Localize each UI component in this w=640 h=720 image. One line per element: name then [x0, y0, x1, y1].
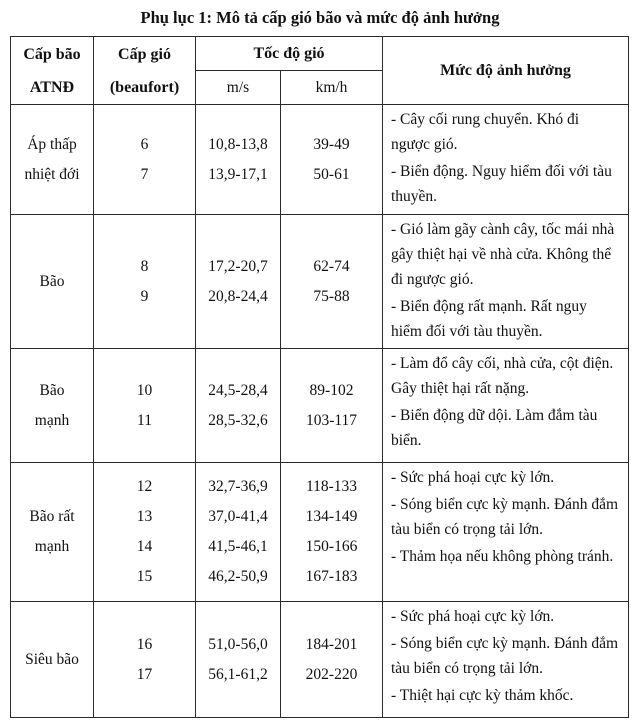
wind-scale-table — [10, 36, 629, 718]
speed-kmh-value: 134-149 — [305, 508, 358, 525]
speed-ms-cell — [196, 602, 281, 718]
storm-level-name: mạnh — [34, 538, 70, 555]
impact-cell — [383, 105, 629, 215]
beaufort-cell — [94, 105, 196, 215]
speed-ms-value: 17,2-20,7 — [208, 257, 268, 275]
speed-kmh-cell — [281, 215, 383, 349]
storm-level-name: mạnh — [34, 411, 70, 429]
speed-kmh-value: 50-61 — [313, 165, 350, 183]
speed-kmh-value: 89-102 — [309, 381, 354, 399]
storm-level-name: Bão — [39, 272, 65, 290]
storm-level-cell — [11, 349, 94, 463]
header-storm-level-line1: Cấp bão — [23, 45, 81, 63]
beaufort-value: 15 — [136, 568, 153, 585]
impact-item: - Thiệt hại cực kỳ thảm khốc. — [391, 687, 574, 704]
storm-level-cell — [11, 215, 94, 349]
speed-kmh-value: 202-220 — [305, 665, 358, 683]
beaufort-value: 8 — [140, 257, 149, 275]
speed-ms-cell — [196, 349, 281, 463]
header-storm-level — [11, 37, 94, 105]
impact-item: - Biển động. Nguy hiểm đối với tàu thuyền. — [391, 163, 612, 205]
beaufort-cell — [94, 463, 196, 602]
storm-level-cell — [11, 105, 94, 215]
table-row — [11, 349, 629, 463]
speed-ms-value: 56,1-61,2 — [208, 665, 268, 683]
speed-ms-cell — [196, 463, 281, 602]
speed-ms-value: 46,2-50,9 — [208, 568, 268, 585]
impact-item: - Gió làm gãy cành cây, tốc mái nhà gây thiệt hại về nhà cửa. Không thể đi ngược gió. — [391, 221, 615, 288]
storm-level-cell — [11, 602, 94, 718]
speed-ms-value: 28,5-32,6 — [208, 411, 268, 429]
speed-kmh-value: 167-183 — [305, 568, 358, 585]
beaufort-cell — [94, 602, 196, 718]
impact-item: - Sóng biển cực kỳ mạnh. Đánh đắm tàu biển có trọng tải lớn. — [391, 496, 619, 538]
speed-kmh-value: 184-201 — [305, 635, 358, 653]
storm-level-name: Bão — [39, 381, 65, 399]
table-row — [11, 602, 629, 718]
speed-kmh-cell — [281, 349, 383, 463]
beaufort-value: 9 — [140, 287, 149, 305]
beaufort-value: 12 — [136, 478, 153, 495]
header-unit-kmh: km/h — [281, 71, 383, 105]
storm-level-name: Siêu bão — [25, 650, 79, 668]
speed-ms-value: 41,5-46,1 — [208, 538, 268, 555]
page-title: Phụ lục 1: Mô tả cấp gió bão và mức độ ảnh hưởng — [140, 8, 500, 27]
speed-kmh-value: 118-133 — [305, 478, 358, 495]
beaufort-value: 13 — [136, 508, 153, 525]
impact-item: - Biển động dữ dội. Làm đắm tàu biển. — [391, 407, 598, 449]
storm-level-name: Bão rất — [29, 508, 75, 525]
impact-item: - Sức phá hoại cực kỳ lớn. — [391, 608, 555, 625]
table-row — [11, 215, 629, 349]
beaufort-value: 7 — [140, 165, 149, 183]
storm-level-name: Áp thấp — [27, 135, 77, 153]
header-impact: Mức độ ảnh hưởng — [383, 37, 629, 105]
impact-item: - Sóng biển cực kỳ mạnh. Đánh đắm tàu biển có trọng tải lớn. — [391, 635, 619, 677]
impact-item: - Cây cối rung chuyển. Khó đi ngược gió. — [391, 111, 580, 153]
beaufort-value: 16 — [136, 635, 153, 653]
impact-item: - Sức phá hoại cực kỳ lớn. — [391, 469, 555, 486]
impact-cell — [383, 463, 629, 602]
speed-ms-value: 37,0-41,4 — [208, 508, 268, 525]
speed-ms-value: 10,8-13,8 — [208, 135, 268, 153]
speed-kmh-cell — [281, 463, 383, 602]
table-row — [11, 463, 629, 602]
speed-ms-cell — [196, 105, 281, 215]
impact-cell — [383, 349, 629, 463]
impact-cell — [383, 215, 629, 349]
header-unit-ms: m/s — [196, 71, 281, 105]
storm-level-name: nhiệt đới — [24, 165, 80, 183]
speed-kmh-cell — [281, 602, 383, 718]
speed-kmh-value: 150-166 — [305, 538, 358, 555]
impact-cell — [383, 602, 629, 718]
header-wind-speed: Tốc độ gió — [196, 37, 383, 71]
speed-ms-value: 20,8-24,4 — [208, 287, 268, 305]
header-wind-level-line1: Cấp gió — [118, 45, 171, 63]
speed-ms-value: 24,5-28,4 — [208, 381, 268, 399]
speed-kmh-value: 39-49 — [313, 135, 350, 153]
beaufort-value: 14 — [136, 538, 153, 555]
table-row — [11, 105, 629, 215]
beaufort-cell — [94, 349, 196, 463]
beaufort-value: 10 — [136, 381, 153, 399]
speed-ms-value: 13,9-17,1 — [208, 165, 268, 183]
beaufort-value: 17 — [136, 665, 153, 683]
speed-kmh-value: 75-88 — [313, 287, 350, 305]
beaufort-cell — [94, 215, 196, 349]
header-storm-level-line2: ATNĐ — [29, 78, 75, 96]
speed-ms-value: 51,0-56,0 — [208, 635, 268, 653]
header-wind-level — [94, 37, 196, 105]
impact-item: - Làm đổ cây cối, nhà cửa, cột điện. Gây thiệt hại rất nặng. — [391, 355, 614, 397]
beaufort-value: 6 — [140, 135, 149, 153]
impact-item: - Biển động rất mạnh. Rất nguy hiểm đối với tàu thuyền. — [391, 298, 587, 340]
header-wind-level-line2: (beaufort) — [109, 78, 180, 96]
speed-kmh-cell — [281, 105, 383, 215]
speed-kmh-value: 62-74 — [313, 257, 350, 275]
speed-ms-cell — [196, 215, 281, 349]
impact-item: - Thảm họa nếu không phòng tránh. — [391, 548, 614, 565]
speed-kmh-value: 103-117 — [305, 411, 358, 429]
beaufort-value: 11 — [137, 411, 152, 429]
speed-ms-value: 32,7-36,9 — [208, 478, 268, 495]
storm-level-cell — [11, 463, 94, 602]
